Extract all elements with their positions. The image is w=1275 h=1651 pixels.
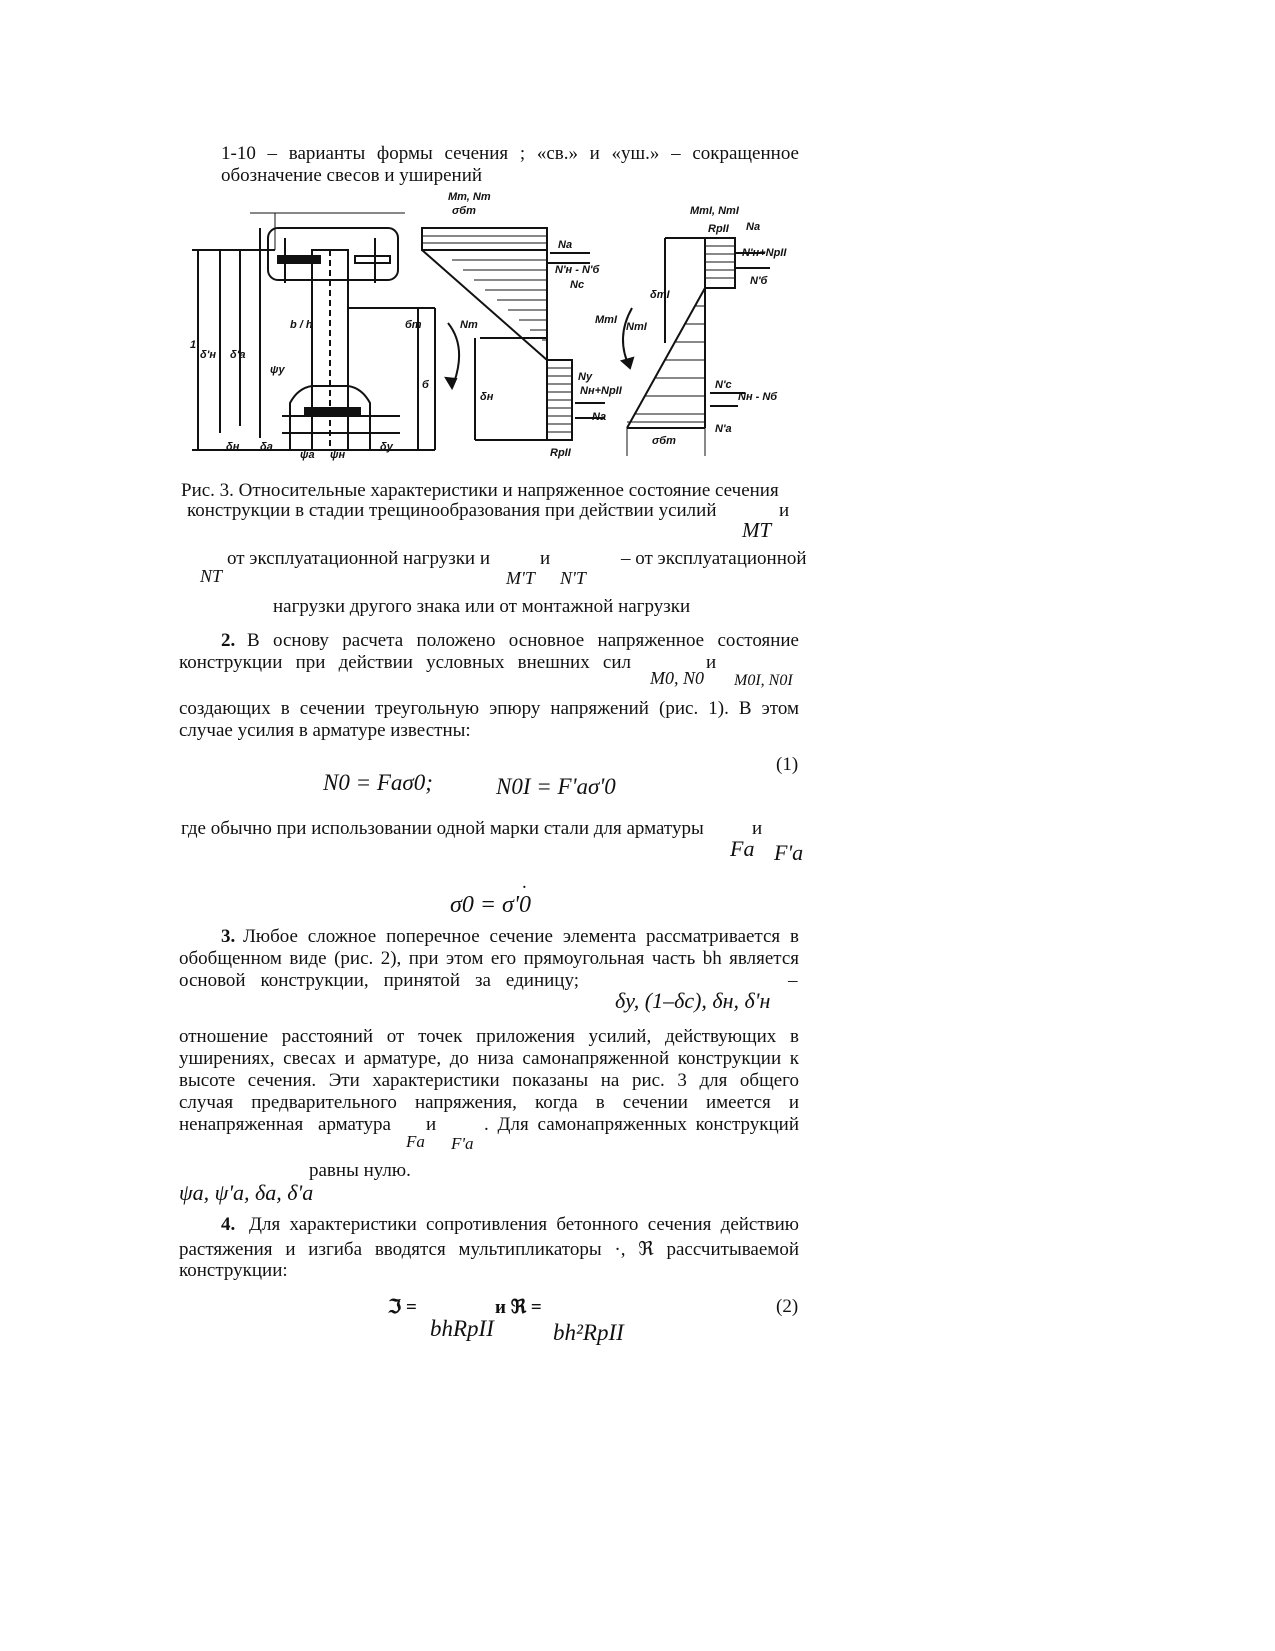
eq1-left: N0 = Faσ0; xyxy=(323,770,433,795)
p3-num: 3. xyxy=(221,926,236,947)
p4-line-3: конструкции: xyxy=(179,1260,288,1281)
label-na-top: Nа xyxy=(746,221,761,233)
caption-line-2-tail: и xyxy=(779,500,790,521)
caption-sym-nt1: N'T xyxy=(560,568,586,588)
label-na-low: Nа xyxy=(592,411,607,423)
figure-3 xyxy=(190,188,815,463)
p3-line-5: уширениях, свесах и арматуре, до низа самонапряженной конструкции к xyxy=(179,1048,799,1069)
eq2-den2: bh²RpII xyxy=(553,1320,624,1345)
cross-section-drawing xyxy=(192,213,435,450)
label-nn-nb-right: Nн - Nб xyxy=(738,391,778,403)
label-mt1-nt1: MтI, NтI xyxy=(690,205,739,217)
where-sigma-eq: σ0 = σ'0 xyxy=(450,892,531,918)
caption-line-4: нагрузки другого знака или от монтажной нагрузки xyxy=(273,596,691,617)
label-b-h: b / h xyxy=(290,319,313,331)
p3-line-1: Любое сложное поперечное сечение элемента рассматривается в xyxy=(243,926,799,947)
where-sym-fa1: F'a xyxy=(774,840,804,865)
p4-num: 4. xyxy=(221,1214,236,1235)
label-nn-np2-low: Nн+NрII xyxy=(580,385,622,397)
stress-diagram-middle xyxy=(422,228,605,440)
p3-sym-fa: Fa xyxy=(406,1132,425,1151)
caption-sym-mt1: M'T xyxy=(506,568,535,588)
eq2-mid: и ℜ = xyxy=(495,1297,542,1318)
p2-sym-m0n0-prime: M0I, N0I xyxy=(734,672,793,689)
label-mt-nt: Mт, Nт xyxy=(448,191,491,203)
label-psi-y: ψу xyxy=(270,364,285,376)
label-nt: Nт xyxy=(460,319,478,331)
p4-line-2: растяжения и изгиба вводятся мультипликаторы ·, ℜ рассчитываемой xyxy=(179,1239,799,1260)
eq2-left-sym: ℑ = xyxy=(388,1297,417,1318)
p3-line-3a: основой конструкции, принятой за единицу; xyxy=(179,970,579,991)
p3-line-2: обобщенном виде (рис. 2), при этом его прямоугольная часть bh является xyxy=(179,948,799,969)
label-sigma-bt: σбт xyxy=(452,205,476,217)
label-delta-t: δтI xyxy=(650,289,670,301)
caption-line-3: от эксплуатационной нагрузки и xyxy=(227,548,491,569)
label-nn-np2: N'н+NрII xyxy=(742,247,787,259)
p3-sym-psi: ψa, ψ'a, δa, δ'a xyxy=(179,1180,314,1205)
p3-line-4: отношение расстояний от точек приложения усилий, действующих в xyxy=(179,1026,799,1047)
eq1-number: (1) xyxy=(776,754,799,775)
caption-line-1: Рис. 3. Относительные характеристики и напряженное состояние сечения xyxy=(181,480,779,501)
label-ny: Nу xyxy=(578,371,593,383)
label-delta-n-left: δн xyxy=(226,441,240,453)
p3-line-7: случая предварительного напряжения, когда в сечении имеется и xyxy=(179,1092,799,1113)
p3-line-8b: и xyxy=(426,1114,437,1135)
label-bt: бт xyxy=(405,319,422,331)
label-nc-right: N'с xyxy=(715,379,732,391)
label-na-right: N'а xyxy=(715,423,732,435)
intro-line-1: 1-10 – варианты формы сечения ; «св.» и «уш.» – сокращенное xyxy=(221,143,799,164)
label-rp2-low: RрII xyxy=(550,447,571,459)
label-nn-nb: N'н - N'б xyxy=(555,264,600,276)
p2-line-2a: конструкции при действии условных внешних сил xyxy=(179,652,631,673)
p3-line-8c: . Для самонапряженных конструкций xyxy=(484,1114,799,1135)
caption-line-3-mid: и xyxy=(540,548,551,569)
label-sigma-bt-right: σбт xyxy=(652,435,676,447)
p3-line-3b: – xyxy=(788,970,798,991)
p3-line-8a: ненапряженная арматура xyxy=(179,1114,391,1135)
eq2-number: (2) xyxy=(776,1296,799,1317)
label-one: 1 xyxy=(190,339,197,351)
intro-line-2: обозначение свесов и уширений xyxy=(221,165,483,186)
caption-line-2: конструкции в стадии трещинообразования при действии усилий xyxy=(187,500,717,521)
label-psi-a: ψа xyxy=(300,449,315,461)
label-delta-a-left: δа xyxy=(260,441,273,453)
label-delta-n1: δ'н xyxy=(200,349,216,361)
p4-line-1: Для характеристики сопротивления бетонного сечения действию xyxy=(249,1214,799,1235)
label-nb: N'б xyxy=(750,275,768,287)
label-psi-n: ψн xyxy=(330,449,346,461)
caption-line-3-tail: – от эксплуатационной xyxy=(621,548,807,569)
caption-sym-nt: NT xyxy=(200,566,223,586)
p3-line-9: равны нулю. xyxy=(309,1160,411,1181)
where-dot: . xyxy=(522,872,527,893)
p2-sym-m0n0: M0, N0 xyxy=(650,668,704,688)
label-nt1: NтI xyxy=(626,321,647,333)
p2-line-3: создающих в сечении треугольную эпюру напряжений (рис. 1). В этом xyxy=(179,698,799,719)
label-delta-h: δн xyxy=(480,391,494,403)
caption-sym-mt: MT xyxy=(742,518,772,542)
eq2-den1: bhRpII xyxy=(430,1316,494,1341)
where-sym-fa: Fa xyxy=(730,836,755,861)
label-nc: Nс xyxy=(570,279,585,291)
label-delta-y: δу xyxy=(380,441,393,453)
p2-num: 2. xyxy=(221,630,236,651)
p3-line-6: высоте сечения. Эти характеристики показаны на рис. 3 для общего xyxy=(179,1070,799,1091)
stress-diagram-right xyxy=(622,238,770,456)
where-and: и xyxy=(752,818,763,839)
p2-line-4: случае усилия в арматуре известны: xyxy=(179,720,471,741)
p3-sym-fa1: F'a xyxy=(451,1134,474,1153)
label-mt1: MтI xyxy=(595,314,617,326)
p2-line-2b: и xyxy=(706,652,717,673)
p3-sym-deltas: δy, (1–δc), δн, δ'н xyxy=(615,988,771,1013)
p2-line-1: В основу расчета положено основное напряженное состояние xyxy=(247,630,799,651)
label-rp2-top: RрII xyxy=(708,223,729,235)
label-delta-a1: δ'а xyxy=(230,349,246,361)
where-line: где обычно при использовании одной марки стали для арматуры xyxy=(181,818,704,839)
label-b: б xyxy=(422,379,429,391)
eq1-right: N0I = F'aσ'0 xyxy=(496,774,616,799)
label-na-prime: Nа xyxy=(558,239,573,251)
